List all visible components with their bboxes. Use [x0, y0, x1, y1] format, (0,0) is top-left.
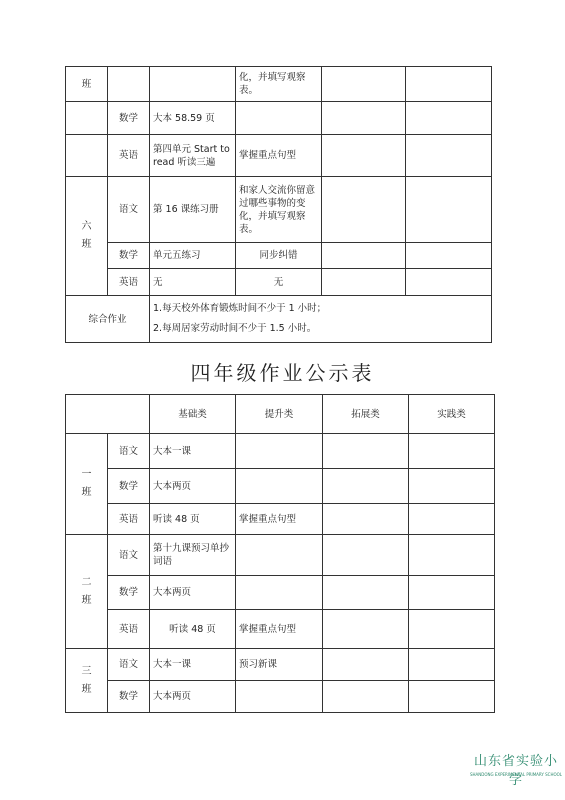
advance-cell [236, 102, 322, 135]
subject-cell: 英语 [108, 269, 150, 296]
basic-cell: 大本两页 [150, 576, 236, 610]
table-row [66, 535, 495, 576]
basic-cell: 无 [150, 269, 236, 296]
basic-cell: 大本一课 [150, 649, 236, 681]
extend-cell [323, 681, 409, 713]
extend-cell [323, 535, 409, 576]
basic-cell [150, 67, 236, 102]
table-row [66, 67, 492, 102]
subject-cell: 英语 [108, 504, 150, 535]
school-logo-english: SHANDONG EXPERIMENTAL PRIMARY SCHOOL [469, 772, 563, 777]
practice-cell [406, 177, 492, 243]
practice-cell [409, 576, 495, 610]
basic-cell: 第十九课预习单抄词语 [150, 535, 236, 576]
advance-cell [236, 535, 323, 576]
grade-4-homework-table [65, 394, 495, 713]
school-logo [468, 750, 564, 794]
extend-cell [323, 434, 409, 469]
subject-cell: 数学 [108, 576, 150, 610]
header-extend: 拓展类 [323, 395, 409, 434]
practice-cell [409, 469, 495, 504]
class-label: 二 班 [66, 535, 108, 649]
subject-cell: 语文 [108, 649, 150, 681]
header-row [66, 395, 495, 434]
subject-cell: 语文 [108, 177, 150, 243]
page-title: 四年级作业公示表 [190, 361, 375, 385]
overall-line-2: 2.每周居家劳动时间不少于 1.5 小时。 [153, 323, 317, 334]
extend-cell [322, 67, 406, 102]
table-row [66, 269, 492, 296]
extend-cell [322, 177, 406, 243]
practice-cell [406, 269, 492, 296]
header-practice: 实践类 [409, 395, 495, 434]
practice-cell [409, 610, 495, 649]
basic-cell: 第 16 课练习册 [150, 177, 236, 243]
subject-cell: 数学 [108, 102, 150, 135]
basic-cell: 大本两页 [150, 681, 236, 713]
table-row [66, 296, 492, 343]
advance-cell: 化，并填写观察表。 [236, 67, 322, 102]
basic-cell: 大本两页 [150, 469, 236, 504]
basic-cell: 大本一课 [150, 434, 236, 469]
practice-cell [406, 67, 492, 102]
basic-cell: 听读 48 页 [150, 504, 236, 535]
school-logo-name: 山东省实验小学 [473, 754, 558, 788]
advance-cell: 预习新课 [236, 649, 323, 681]
basic-cell: 第四单元 Start to read 听读三遍 [150, 135, 236, 177]
extend-cell [322, 102, 406, 135]
table-row [66, 610, 495, 649]
subject-cell: 数学 [108, 243, 150, 269]
advance-cell [236, 576, 323, 610]
overall-homework-content [150, 296, 492, 343]
basic-cell: 大本 58.59 页 [150, 102, 236, 135]
advance-cell: 和家人交流你留意过哪些事物的变化，并填写观察表。 [236, 177, 322, 243]
practice-cell [409, 434, 495, 469]
class-label: 班 [66, 67, 108, 102]
practice-cell [409, 504, 495, 535]
subject-cell: 语文 [108, 434, 150, 469]
subject-cell: 语文 [108, 535, 150, 576]
table-row [66, 681, 495, 713]
extend-cell [323, 576, 409, 610]
class-label: 六 班 [66, 177, 108, 296]
subject-cell: 数学 [108, 469, 150, 504]
table-row [66, 135, 492, 177]
overall-homework-label: 综合作业 [66, 296, 150, 343]
practice-cell [409, 535, 495, 576]
overall-line-1: 1.每天校外体育锻炼时间不少于 1 小时； [153, 303, 327, 314]
practice-cell [409, 649, 495, 681]
header-basic: 基础类 [150, 395, 236, 434]
practice-cell [406, 135, 492, 177]
extend-cell [322, 269, 406, 296]
table-row [66, 576, 495, 610]
table-row [66, 434, 495, 469]
class-label: 一 班 [66, 434, 108, 535]
practice-cell [406, 102, 492, 135]
class-label: 三 班 [66, 649, 108, 713]
subject-cell: 数学 [108, 681, 150, 713]
extend-cell [323, 610, 409, 649]
extend-cell [322, 243, 406, 269]
grade-homework-table-continued [65, 66, 492, 343]
advance-cell: 同步纠错 [236, 243, 322, 269]
advance-cell: 无 [236, 269, 322, 296]
header-advance: 提升类 [236, 395, 323, 434]
basic-cell: 听读 48 页 [150, 610, 236, 649]
extend-cell [323, 504, 409, 535]
advance-cell [236, 434, 323, 469]
table-row [66, 504, 495, 535]
advance-cell: 掌握重点句型 [236, 504, 323, 535]
subject-cell: 英语 [108, 610, 150, 649]
extend-cell [323, 649, 409, 681]
advance-cell [236, 469, 323, 504]
practice-cell [406, 243, 492, 269]
practice-cell [409, 681, 495, 713]
table-row [66, 469, 495, 504]
advance-cell: 掌握重点句型 [236, 610, 323, 649]
table-row [66, 243, 492, 269]
subject-cell: 英语 [108, 135, 150, 177]
table-row [66, 177, 492, 243]
table-row [66, 102, 492, 135]
table-row [66, 649, 495, 681]
extend-cell [322, 135, 406, 177]
advance-cell [236, 681, 323, 713]
extend-cell [323, 469, 409, 504]
advance-cell: 掌握重点句型 [236, 135, 322, 177]
subject-cell [108, 67, 150, 102]
basic-cell: 单元五练习 [150, 243, 236, 269]
